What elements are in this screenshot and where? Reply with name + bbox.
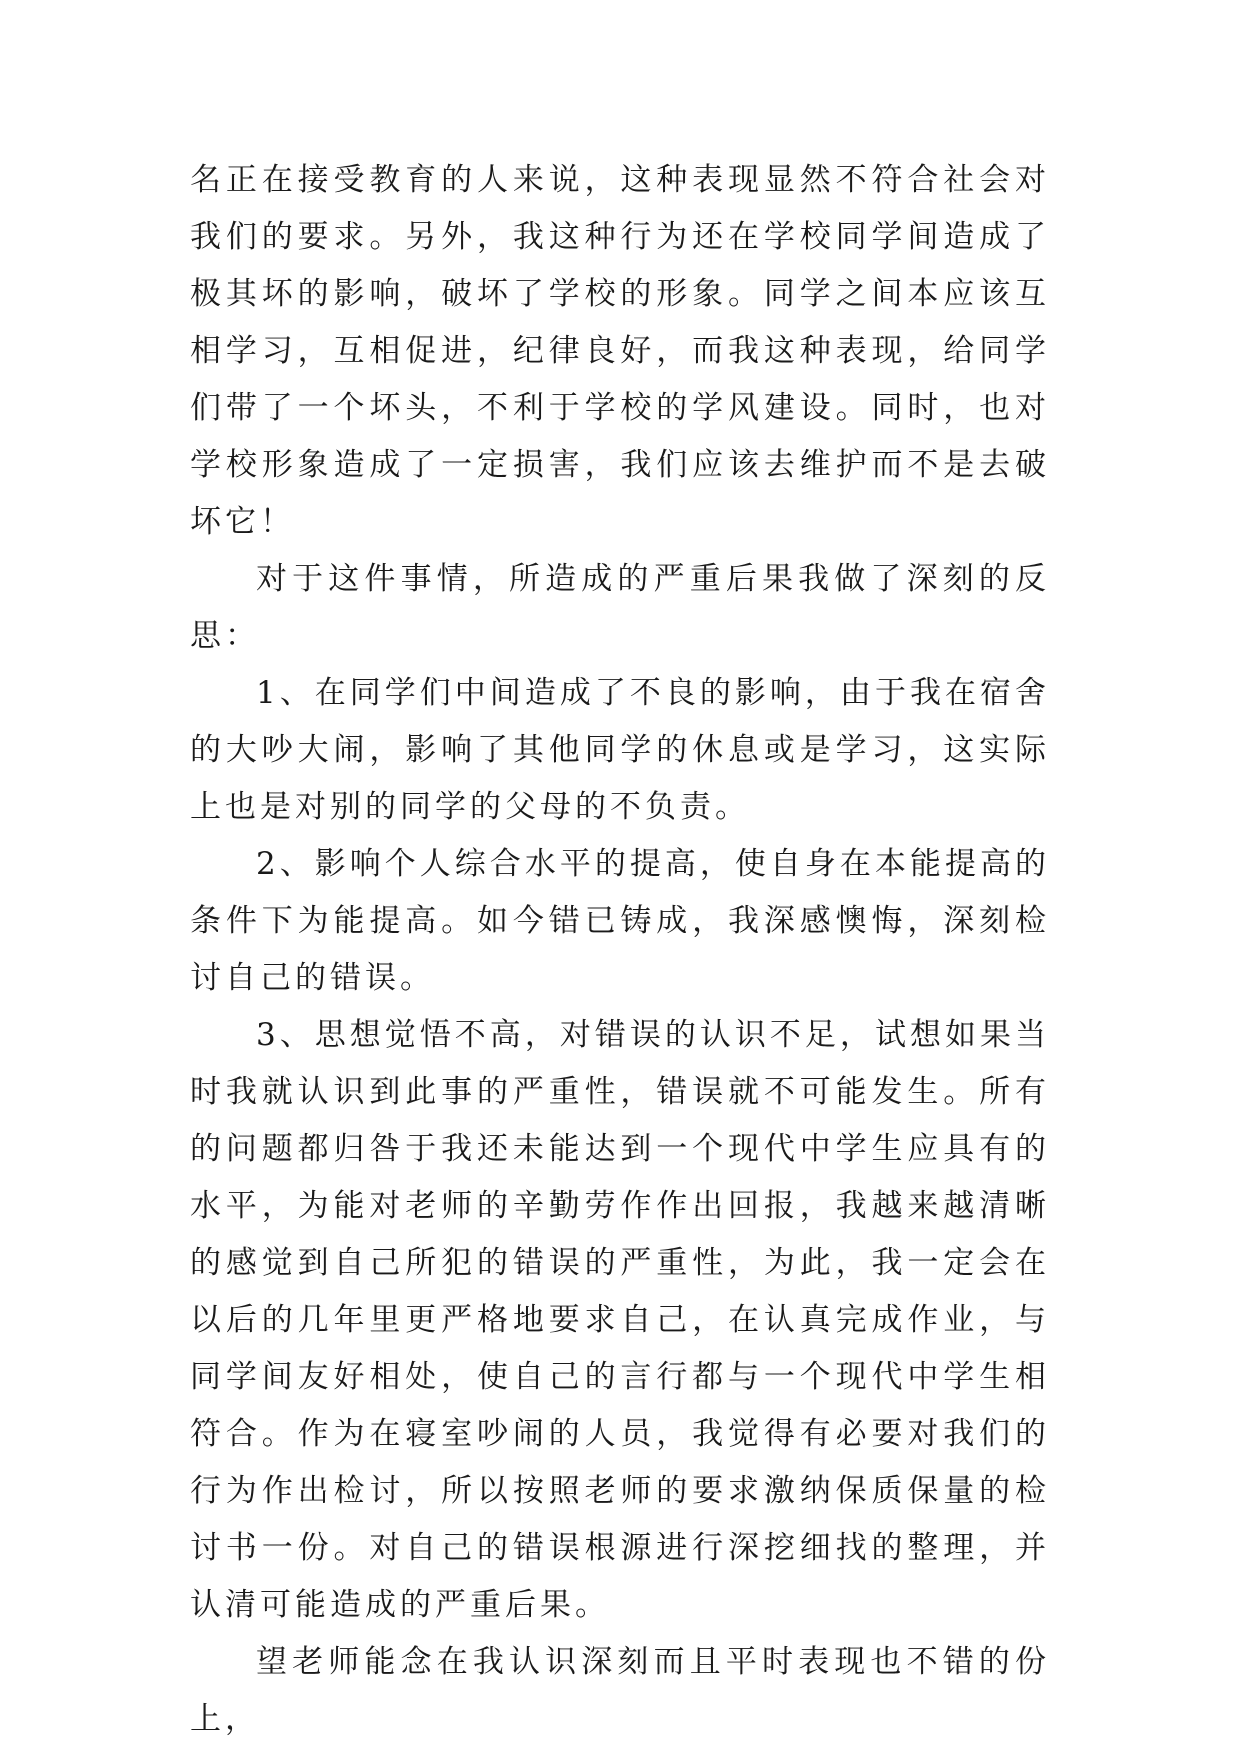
paragraph-point-3: 3、思想觉悟不高，对错误的认识不足，试想如果当时我就认识到此事的严重性，错误就不可能发生。所有的问题都归咎于我还未能达到一个现代中学生应具有的水平，为能对老师的辛勤劳作作出回报，我越来越清晰的感觉到自己所犯的错误的严重性，为此，我一定会在以后的几年里更严格地要求自己，在认真完成作业，与同学间友好相处，使自己的言行都与一个现代中学生相符合。作为在寝室吵闹的人员，我觉得有必要对我们的行为作出检讨，所以按照老师的要求激纳保质保量的检讨书一份。对自己的错误根源进行深挖细找的整理，并认清可能造成的严重后果。 bbox=[190, 1017, 1050, 1623]
paragraph-reflection-intro: 对于这件事情，所造成的严重后果我做了深刻的反思： bbox=[190, 561, 1050, 654]
paragraph-continuation: 名正在接受教育的人来说，这种表现显然不符合社会对我们的要求。另外，我这种行为还在学校同学间造成了极其坏的影响，破坏了学校的形象。同学之间本应该互相学习，互相促进，纪律良好，而我这种表现，给同学们带了一个坏头，不利于学校的学风建设。同时，也对学校形象造成了一定损害，我们应该去维护而不是去破坏它！ bbox=[190, 162, 1050, 540]
document-body bbox=[190, 152, 1050, 1748]
paragraph-closing: 望老师能念在我认识深刻而且平时表现也不错的份上， bbox=[190, 1644, 1050, 1737]
paragraph-point-1: 1、在同学们中间造成了不良的影响，由于我在宿舍的大吵大闹，影响了其他同学的休息或是学习，这实际上也是对别的同学的父母的不负责。 bbox=[190, 675, 1050, 825]
paragraph-point-2: 2、影响个人综合水平的提高，使自身在本能提高的条件下为能提高。如今错已铸成，我深感懊悔，深刻检讨自己的错误。 bbox=[190, 846, 1050, 996]
